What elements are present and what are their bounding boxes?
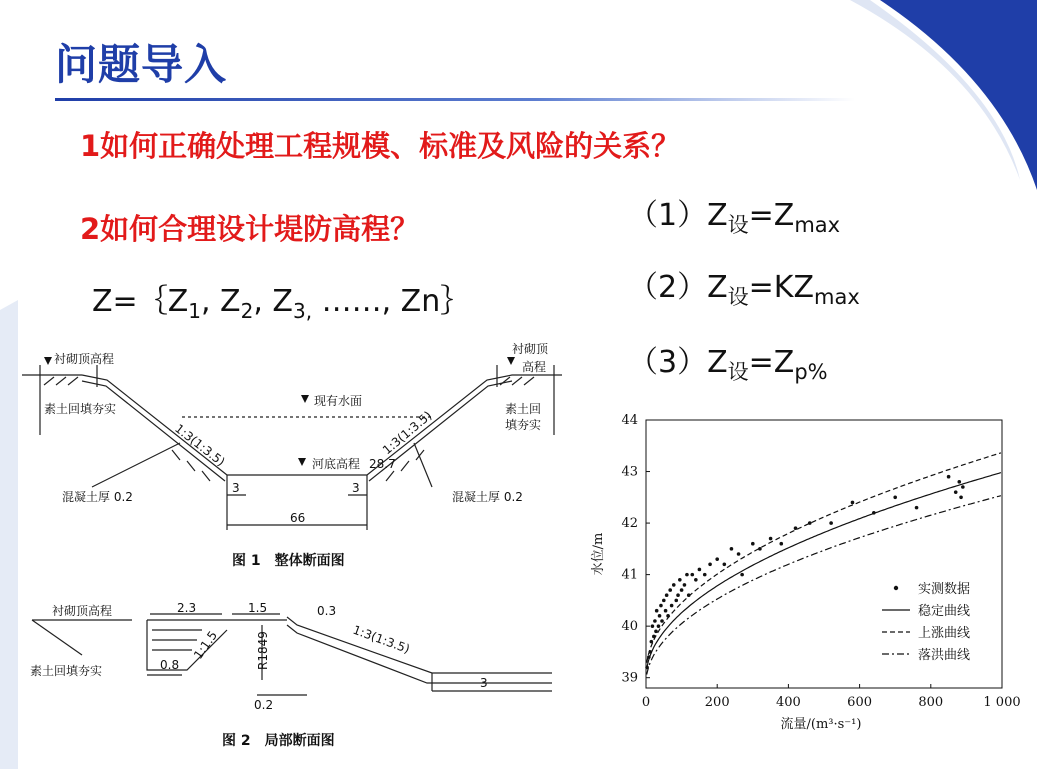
fig2-dim-08: 0.8	[160, 658, 180, 672]
y-tick-label: 42	[621, 516, 638, 532]
legend-label: 稳定曲线	[918, 604, 971, 619]
legend-marker	[894, 586, 898, 590]
fig1-water-level: 现有水面	[314, 394, 363, 408]
data-point	[957, 480, 961, 484]
fig2-dim-02: 0.2	[254, 698, 274, 712]
data-point	[645, 666, 649, 670]
data-point	[672, 583, 676, 587]
data-point	[740, 573, 744, 577]
formula-sub-2: 2	[240, 299, 254, 323]
data-point	[662, 599, 666, 603]
data-point	[678, 578, 682, 582]
question-2: 2如何合理设计堤防高程？	[80, 212, 420, 246]
data-point	[683, 583, 687, 587]
formula-lead: Z=｛Z	[92, 284, 189, 319]
elevation-set-formula	[92, 276, 470, 323]
data-point	[794, 526, 798, 530]
fig1-slope-left: 1:3(1:3.5)	[172, 421, 228, 469]
method-prefix: （2）Z	[628, 270, 728, 305]
method-prefix: （3）Z	[628, 345, 728, 380]
fig1-fill-right: 素土回	[505, 402, 542, 416]
method-2	[628, 262, 860, 311]
elevation-marker-icon	[44, 357, 52, 365]
method-3	[628, 337, 828, 386]
data-point	[829, 521, 833, 525]
scatter-points	[645, 475, 964, 669]
elevation-marker-icon	[298, 458, 306, 466]
data-point	[737, 552, 741, 556]
data-point	[730, 547, 734, 551]
fig1-fill-right-2: 填夯实	[505, 418, 542, 432]
data-point	[808, 521, 812, 525]
question-1: 1如何正确处理工程规模、标准及风险的关系？	[80, 129, 681, 163]
chart-legend	[882, 581, 970, 663]
data-point	[690, 573, 694, 577]
method-prefix: （1）Z	[628, 198, 728, 233]
fig2-slope-small: 1:1.5	[190, 628, 221, 662]
fig2-fill: 素土回填夯实	[30, 664, 103, 678]
data-point	[680, 588, 684, 592]
data-point	[893, 496, 897, 500]
method-sub: max	[794, 213, 841, 237]
curve-lines	[647, 453, 1001, 675]
y-axis-label: 水位/m	[591, 532, 606, 576]
data-point	[648, 650, 652, 654]
data-point	[668, 588, 672, 592]
data-point	[758, 547, 762, 551]
method-sub: p%	[794, 360, 828, 384]
fig1-concrete-right: 混凝土厚 0.2	[452, 490, 523, 504]
fig1-dim-3-right: 3	[352, 481, 360, 495]
fig2-lining-top: 衬砌顶高程	[52, 604, 113, 618]
y-tick-label: 40	[621, 619, 638, 635]
legend-label: 上涨曲线	[918, 626, 971, 641]
x-tick-label: 400	[775, 695, 801, 710]
fig1-riverbed-value: 28.7	[369, 457, 396, 471]
data-point	[915, 506, 919, 510]
stage-discharge-chart	[580, 400, 1030, 745]
formula-part-2: , Z	[200, 284, 241, 319]
data-point	[959, 496, 963, 500]
fig1-riverbed: 河底高程	[312, 457, 361, 471]
data-point	[647, 655, 651, 659]
data-point	[670, 604, 674, 608]
data-point	[872, 511, 876, 515]
data-point	[657, 624, 661, 628]
data-point	[650, 640, 654, 644]
y-tick-label: 39	[621, 670, 638, 686]
data-point	[954, 490, 958, 494]
fig2-dim-23: 2.3	[177, 601, 197, 615]
elevation-marker-icon	[507, 357, 515, 365]
data-point	[652, 635, 656, 639]
x-tick-label: 0	[641, 695, 651, 710]
data-point	[666, 614, 670, 618]
data-point	[660, 619, 664, 623]
fig1-lining-top-left: 衬砌顶高程	[54, 352, 115, 366]
data-point	[659, 604, 663, 608]
slide-title: 问题导入	[55, 40, 228, 89]
data-point	[694, 578, 698, 582]
data-point	[664, 609, 668, 613]
y-tick-label: 41	[621, 567, 638, 583]
cross-section-drawings	[22, 325, 582, 765]
x-tick-label: 800	[918, 695, 944, 710]
x-tick-label: 600	[847, 695, 873, 710]
data-point	[676, 593, 680, 597]
data-point	[769, 537, 773, 541]
fig2-r-label: R1849	[256, 631, 270, 670]
title-underline	[55, 98, 855, 101]
data-point	[703, 573, 707, 577]
data-point	[658, 614, 662, 618]
fig1-dim-3-left: 3	[232, 481, 240, 495]
fig2-dim-15: 1.5	[248, 601, 268, 615]
method-sub: 设	[727, 285, 749, 309]
y-tick-label: 43	[621, 464, 638, 480]
formula-part-3: , Z	[253, 284, 293, 319]
fig1-dim-66: 66	[290, 511, 306, 525]
fig1-lining-top-right: 衬砌顶	[512, 342, 549, 356]
elevation-marker-icon	[301, 395, 309, 403]
method-mid: =Z	[748, 198, 795, 233]
data-point	[698, 568, 702, 572]
data-point	[961, 485, 965, 489]
legend-label: 实测数据	[918, 582, 971, 597]
data-point	[715, 557, 719, 561]
data-point	[751, 542, 755, 546]
data-point	[665, 593, 669, 597]
fig1-caption: 图 1 整体断面图	[232, 553, 345, 569]
formula-sub-1: 1	[188, 299, 201, 323]
fig1-lining-top-right-2: 高程	[522, 360, 547, 374]
fig1-concrete-left: 混凝土厚 0.2	[62, 490, 133, 504]
data-point	[947, 475, 951, 479]
data-point	[723, 563, 727, 567]
fig2-caption: 图 2 局部断面图	[222, 733, 335, 749]
formula-tail: ……, Zn｝	[312, 284, 471, 319]
data-point	[651, 624, 655, 628]
data-point	[654, 630, 658, 634]
method-1	[628, 190, 840, 239]
method-sub: max	[814, 285, 860, 309]
method-mid: =Z	[748, 345, 795, 380]
data-point	[655, 609, 659, 613]
x-tick-label: 1 000	[983, 695, 1021, 710]
fig2-slope-big: 1:3(1:3.5)	[350, 622, 412, 657]
method-mid: =KZ	[748, 270, 815, 305]
data-point	[687, 593, 691, 597]
left-band	[0, 300, 18, 769]
data-point	[851, 501, 855, 505]
method-sub: 设	[727, 360, 749, 384]
method-sub: 设	[727, 213, 749, 237]
data-point	[779, 542, 783, 546]
formula-sub-3: 3,	[292, 299, 313, 323]
fig2-dim-03: 0.3	[317, 604, 337, 618]
fig1-slope-right: 1:3(1:3.5)	[379, 408, 435, 458]
data-point	[708, 563, 712, 567]
x-tick-label: 200	[704, 695, 730, 710]
data-point	[685, 573, 689, 577]
y-tick-label: 44	[621, 413, 638, 428]
fig2-dim-3: 3	[480, 676, 488, 690]
data-point	[653, 619, 657, 623]
legend-label: 落洪曲线	[918, 648, 971, 663]
fig1-fill-left: 素土回填夯实	[44, 402, 117, 416]
data-point	[674, 599, 678, 603]
x-axis-label: 流量/(m³·s⁻¹)	[780, 717, 862, 732]
